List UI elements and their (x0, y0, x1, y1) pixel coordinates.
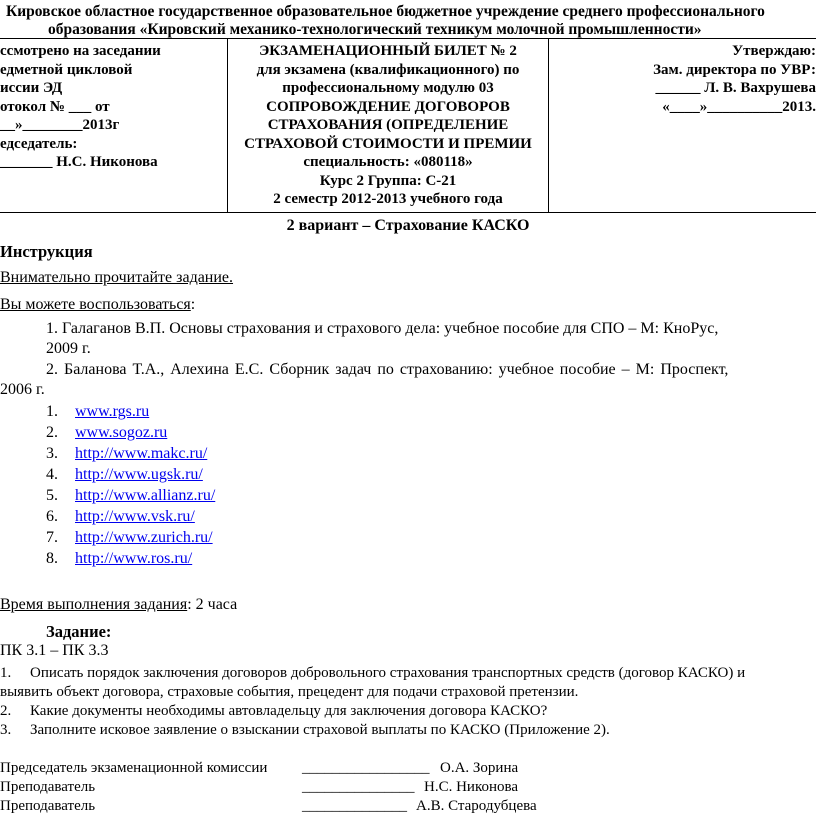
signature-role: Преподаватель (0, 798, 96, 814)
center-cell-line: профессиональному модулю 03 (282, 80, 494, 96)
link-number: 8. (46, 550, 58, 567)
task-heading: Задание: (46, 622, 112, 641)
variant-title: 2 вариант – Страхование КАСКО (286, 217, 530, 234)
link-allianz[interactable]: http://www.allianz.ru/ (75, 487, 216, 504)
book-2-line1: 2. Баланова Т.А., Алехина Е.С. Сборник задач по страхованию: учебное пособие – М: Проспект, (46, 361, 729, 378)
center-cell-line: 2 семестр 2012-2013 учебного года (273, 191, 503, 207)
link-number: 7. (46, 529, 58, 546)
time-value: : 2 часа (187, 596, 238, 613)
center-cell-line: СТРАХОВАНИЯ (ОПРЕДЕЛЕНИЕ (267, 117, 509, 133)
task-1-line1: Описать порядок заключения договоров добровольного страхования транспортных средств (договор КАСКО) и (30, 665, 746, 681)
link-number: 6. (46, 508, 58, 525)
institution-header-line1: Кировское областное государственное образовательное бюджетное учреждение среднего профессионального (6, 3, 765, 20)
book-2-line2: 2006 г. (0, 381, 45, 398)
center-cell-line: ЭКЗАМЕНАЦИОННЫЙ БИЛЕТ № 2 (259, 43, 517, 59)
right-cell-line: Утверждаю: (732, 43, 816, 59)
link-zurich[interactable]: http://www.zurich.ru/ (75, 529, 213, 546)
book-1-line1: 1. Галаганов В.П. Основы страхования и страхового дела: учебное пособие для СПО – М: КноРус, (46, 320, 719, 337)
right-cell-line: ______ Л. В. Вахрушева (655, 80, 816, 96)
link-ros[interactable]: http://www.ros.ru/ (75, 550, 193, 567)
table-bottom-rule (0, 212, 816, 213)
may-use-line (0, 296, 195, 314)
task-2-number: 2. (0, 703, 12, 719)
left-cell-line: едметной цикловой (0, 61, 133, 78)
link-sogoz[interactable]: www.sogoz.ru (75, 424, 168, 441)
left-cell-line: __»________2013г (0, 117, 120, 133)
signature-name: А.В. Стародубцева (416, 798, 537, 814)
book-1-line2: 2009 г. (46, 340, 91, 357)
task-3-number: 3. (0, 722, 12, 738)
signature-blank: _______________ (302, 779, 415, 795)
link-ugsk[interactable]: http://www.ugsk.ru/ (75, 466, 203, 483)
link-number: 1. (46, 403, 58, 420)
center-cell-line: СОПРОВОЖДЕНИЕ ДОГОВОРОВ (266, 98, 510, 115)
table-divider-right (548, 38, 549, 213)
center-cell-line: СТРАХОВОЙ СТОИМОСТИ И ПРЕМИИ (244, 135, 532, 152)
left-cell-line: иссии ЭД (0, 80, 63, 96)
link-rgs[interactable]: www.rgs.ru (75, 403, 150, 420)
task-1-number: 1. (0, 665, 12, 681)
may-use-text: Вы можете воспользоваться (0, 296, 191, 313)
signature-role: Председатель экзаменационной комиссии (0, 760, 268, 776)
link-number: 3. (46, 445, 58, 462)
left-cell-line: едседатель: (0, 135, 78, 152)
signature-blank: ______________ (302, 798, 407, 814)
ticket-title-cell (228, 42, 548, 209)
center-cell-line: для экзамена (квалификационного) по (256, 61, 520, 78)
signature-name: Н.С. Никонова (424, 779, 519, 795)
link-number: 2. (46, 424, 58, 441)
left-cell-line: отокол № ___ от (0, 98, 110, 115)
left-cell-line: ссмотрено на заседании (0, 43, 161, 59)
center-cell-line: Курс 2 Группа: С-21 (319, 172, 457, 189)
read-task-text: Внимательно прочитайте задание. (0, 269, 234, 286)
left-cell-line: _______ Н.С. Никонова (0, 154, 158, 170)
instruction-heading: Инструкция (0, 242, 93, 261)
approval-left-cell (0, 42, 226, 172)
signature-name: О.А. Зорина (440, 760, 519, 776)
link-number: 5. (46, 487, 58, 504)
time-line (0, 596, 237, 614)
task-2-line1: Какие документы необходимы автовладельцу для заключения договора КАСКО? (30, 703, 548, 719)
link-vsk[interactable]: http://www.vsk.ru/ (75, 508, 195, 525)
signature-blank: _________________ (302, 760, 430, 776)
institution-header-line2: образования «Кировский механико-технологический техникум молочной промышленности» (48, 21, 702, 38)
pk-codes: ПК 3.1 – ПК 3.3 (0, 642, 109, 659)
signature-role: Преподаватель (0, 779, 96, 795)
approval-right-cell (560, 42, 816, 116)
link-number: 4. (46, 466, 58, 483)
link-makc[interactable]: http://www.makc.ru/ (75, 445, 208, 462)
task-1-line2: выявить объект договора, страховые события, прецедент для подачи страховой претензии. (0, 684, 579, 700)
center-cell-line: специальность: «080118» (303, 154, 473, 170)
right-cell-line: «____»__________2013. (662, 98, 816, 115)
right-cell-line: Зам. директора по УВР: (653, 61, 816, 78)
time-label: Время выполнения задания (0, 596, 188, 613)
task-3-line1: Заполните исковое заявление о взыскании страховой выплаты по КАСКО (Приложение 2). (30, 722, 610, 738)
may-use-colon: : (190, 296, 196, 313)
table-top-rule (0, 38, 816, 39)
